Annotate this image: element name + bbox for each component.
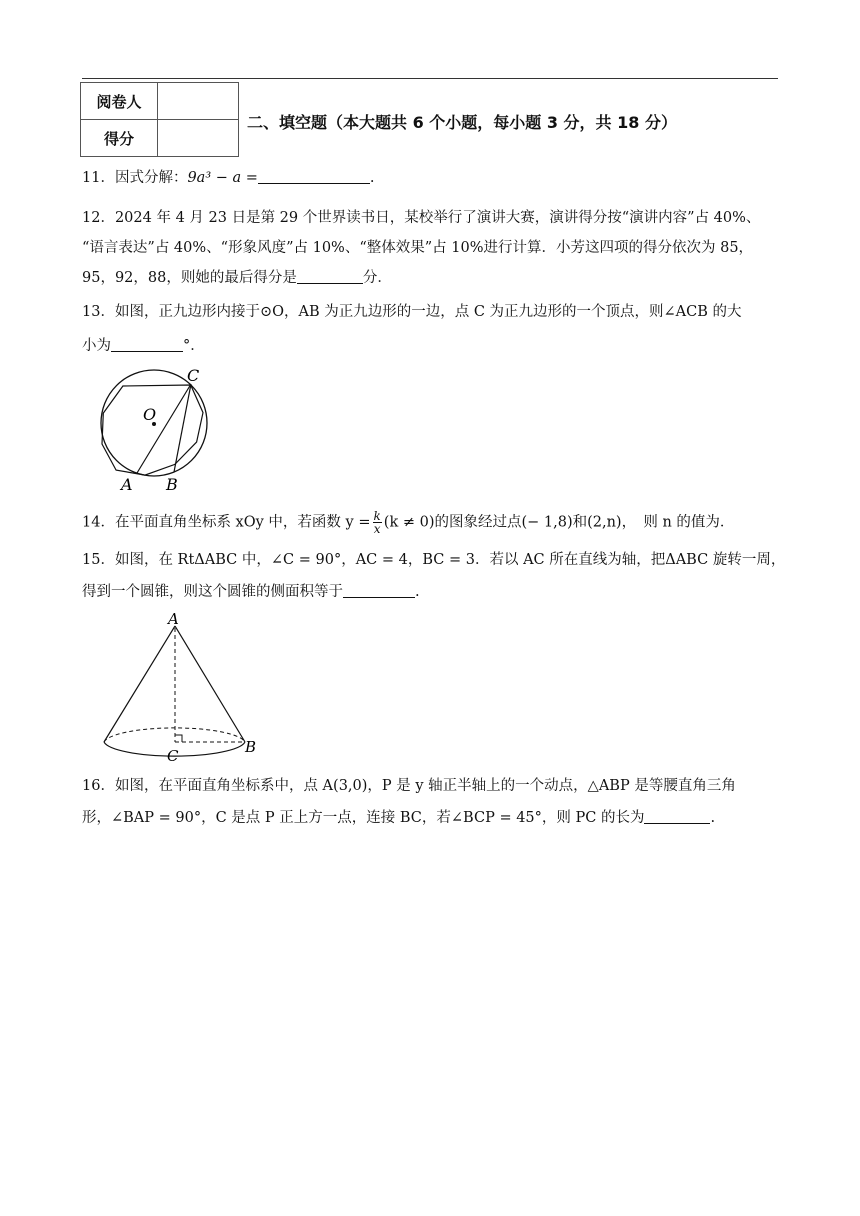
label-B: B: [166, 475, 178, 492]
figure-15-cone: [96, 606, 266, 768]
label-B: B: [245, 738, 257, 756]
label-A: A: [121, 475, 133, 492]
question-text: 小为: [82, 338, 111, 354]
answer-blank[interactable]: [343, 583, 415, 598]
question-text: 得到一个圆锥，则这个圆锥的侧面积等于: [82, 584, 343, 600]
score-table: [80, 82, 239, 157]
question-text: 如图，正九边形内接于⊙O，AB 为正九边形的一边，点 C 为正九边形的一个顶点，则∠ACB 的大: [114, 304, 742, 320]
fraction: [373, 510, 382, 535]
question-number: 14．: [82, 514, 115, 531]
label-C: C: [167, 747, 179, 765]
answer-blank[interactable]: [644, 809, 710, 824]
question-15-line2: [82, 582, 420, 602]
figure-13-nonagon: [90, 362, 220, 492]
score-cell[interactable]: [158, 120, 239, 157]
answer-blank[interactable]: [297, 269, 363, 284]
question-16-line2: [82, 808, 715, 828]
question-16-line1: [82, 776, 736, 796]
reviewer-label: 阅卷人: [81, 83, 158, 120]
question-end: 分．: [362, 270, 392, 286]
label-C: C: [187, 366, 200, 385]
answer-blank[interactable]: [111, 337, 183, 352]
question-text: 在平面直角坐标系 xOy 中，若函数 y =: [114, 514, 371, 531]
question-12-line3: [82, 268, 392, 288]
cone-right-slant: [175, 626, 245, 742]
question-text: 如图，在 RtΔABC 中，∠C = 90°，AC = 4，BC = 3．若以 AC 所在直线为轴，把ΔABC 旋转一周，: [114, 552, 786, 568]
question-end: .: [369, 170, 375, 186]
question-14: [82, 510, 734, 535]
question-end: .: [710, 810, 716, 826]
question-number: 16．: [82, 778, 115, 794]
fraction-numerator: k: [373, 509, 381, 523]
header-rule: [82, 78, 778, 79]
question-15-line1: [82, 550, 785, 570]
question-text: (k ≠ 0)的图象经过点(− 1,8)和(2,n)， 则 n 的值为．: [383, 514, 735, 531]
question-text: 形，∠BAP = 90°，C 是点 P 正上方一点，连接 BC，若∠BCP = 45°，则 PC 的长为: [82, 810, 645, 826]
label-O: O: [143, 405, 157, 424]
question-13-line1: [82, 302, 742, 322]
question-math: 9a³ − a =: [187, 170, 258, 186]
question-text: 2024 年 4 月 23 日是第 29 个世界读书日，某校举行了演讲大赛，演讲得分按“演讲内容”占 40%、: [114, 210, 761, 226]
reviewer-cell[interactable]: [158, 83, 239, 120]
question-number: 11．: [82, 170, 115, 186]
cone-left-slant: [104, 626, 175, 742]
question-text: 因式分解：: [114, 170, 188, 186]
section-title: 二、填空题（本大题共 6 个小题，每小题 3 分，共 18 分）: [247, 113, 677, 132]
fraction-denominator: x: [373, 522, 381, 536]
question-11: [82, 168, 375, 188]
question-number: 12．: [82, 210, 115, 226]
question-number: 13．: [82, 304, 115, 320]
answer-blank[interactable]: [258, 169, 370, 184]
question-12-line1: [82, 208, 760, 228]
score-label: 得分: [81, 120, 158, 157]
right-angle-mark: [175, 735, 182, 742]
question-text: 95，92，88，则她的最后得分是: [82, 270, 297, 286]
label-A: A: [168, 610, 179, 628]
question-end: .: [415, 584, 420, 600]
question-end: °．: [183, 338, 205, 354]
question-number: 15．: [82, 552, 115, 568]
question-text: 如图，在平面直角坐标系中，点 A(3,0)，P 是 y 轴正半轴上的一个动点，△ABP 是等腰直角三角: [114, 778, 736, 794]
question-13-line2: [82, 336, 205, 356]
question-12-line2: “语言表达”占 40%、“形象风度”占 10%、“整体效果”占 10%进行计算．小芳这四项的得分依次为 85，: [82, 240, 754, 256]
